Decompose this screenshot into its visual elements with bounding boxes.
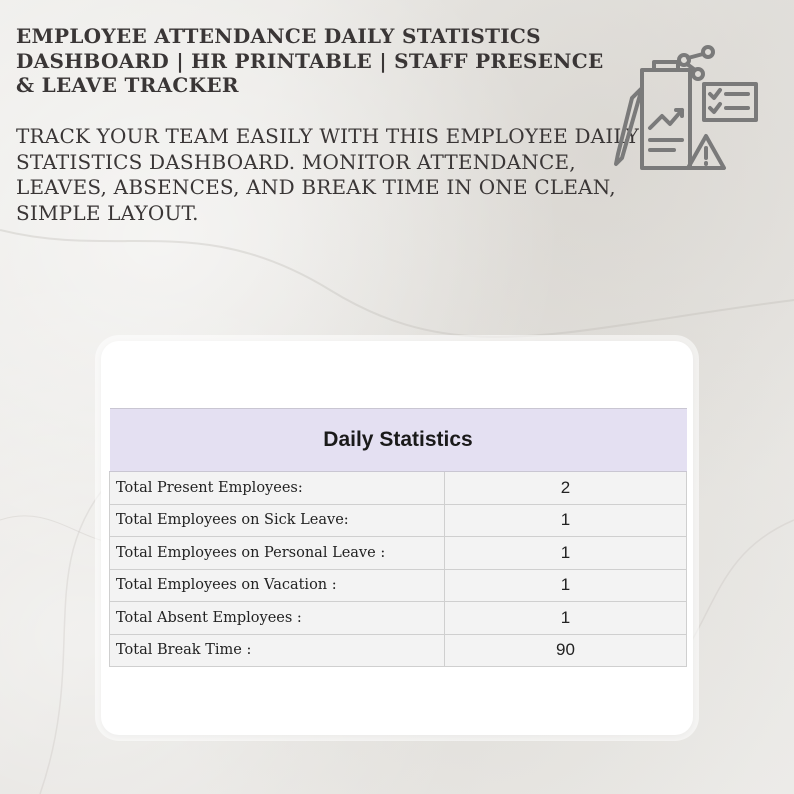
table-row xyxy=(110,537,687,570)
row-label: Total Break Time : xyxy=(110,634,445,667)
row-label: Total Absent Employees : xyxy=(110,602,445,635)
row-value: 1 xyxy=(445,602,687,635)
row-value: 90 xyxy=(445,634,687,667)
page-description: TRACK YOUR TEAM EASILY WITH THIS EMPLOYEE DAILY STATISTICS DASHBOARD. MONITOR ATTENDANCE, LEAVES, ABSENCES, AND BREAK TIME IN ONE CLEAN, SIMPLE LAYOUT. xyxy=(16,124,640,225)
table-heading: Daily Statistics xyxy=(110,409,687,472)
row-value: 1 xyxy=(445,504,687,537)
row-label: Total Present Employees: xyxy=(110,472,445,505)
row-value: 1 xyxy=(445,537,687,570)
table-row xyxy=(110,602,687,635)
row-label: Total Employees on Personal Leave : xyxy=(110,537,445,570)
report-checklist-icon xyxy=(612,40,762,180)
page-title: EMPLOYEE ATTENDANCE DAILY STATISTICS DASHBOARD | HR PRINTABLE | STAFF PRESENCE & LEAVE TRACKER xyxy=(16,24,604,97)
row-label: Total Employees on Sick Leave: xyxy=(110,504,445,537)
row-label: Total Employees on Vacation : xyxy=(110,569,445,602)
row-value: 1 xyxy=(445,569,687,602)
row-value: 2 xyxy=(445,472,687,505)
table-row xyxy=(110,634,687,667)
daily-statistics-table xyxy=(109,408,687,667)
table-row xyxy=(110,569,687,602)
table-row xyxy=(110,472,687,505)
table-row xyxy=(110,504,687,537)
